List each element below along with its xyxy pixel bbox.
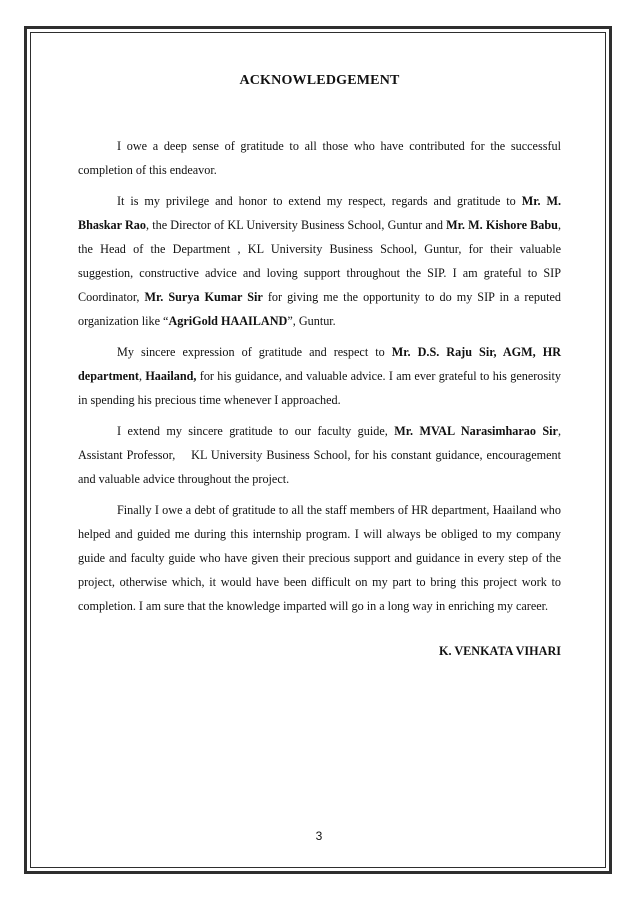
- paragraph-2-text: for giving me the opportunity to do my SIP in a reputed organization like “: [78, 290, 561, 328]
- paragraph-2-text: ”, Guntur.: [287, 314, 336, 328]
- organization-name: AgriGold HAAILAND: [168, 314, 288, 328]
- signature-name: K. VENKATA VIHARI: [438, 644, 561, 658]
- name-hod: Mr. M. Kishore Babu: [446, 218, 558, 232]
- name-agm: Mr. D.S. Raju Sir, AGM, HR department: [78, 345, 562, 383]
- page-content: [78, 73, 565, 658]
- paragraph-4-text: , Assistant Professor, KL University Business School, for his constant guidance, encouragement and valuable advice throughout the project.: [78, 424, 565, 486]
- paragraph-2: [78, 189, 561, 333]
- paragraph-4-text: I extend my sincere gratitude to our faculty guide,: [117, 424, 395, 438]
- paragraph-3-text: for his guidance, and valuable advice. I am ever grateful to his generosity in spending his precious time whenever I approached.: [78, 369, 562, 407]
- page-title: ACKNOWLEDGEMENT: [239, 73, 400, 88]
- paragraph-4: [78, 419, 565, 491]
- name-coordinator: Mr. Surya Kumar Sir: [144, 290, 263, 304]
- company-name: Haailand,: [145, 369, 197, 383]
- paragraph-3: [78, 340, 561, 412]
- paragraph-2-text: , the Head of the Department , KL University Business School, Guntur, for their valuable suggestion, constructive advice and loving support throughout the SIP. I am grateful to SIP Coordinator,: [78, 218, 561, 304]
- page-number: 3: [315, 829, 323, 843]
- paragraph-5: Finally I owe a debt of gratitude to all the staff members of HR department, Haailand who helped and guided me during this internship program. I will always be obliged to my company guide and faculty guide who have given their precious support and guidance in every step of the project, otherwise which, it would have been difficult on my part to bring this project work to completion. I am sure that the knowledge imparted will go in a long way in enriching my career.: [78, 503, 561, 613]
- paragraph-2-text: , the Director of KL University Business School, Guntur and: [145, 218, 447, 232]
- paragraph-1: I owe a deep sense of gratitude to all those who have contributed for the successful completion of this endeavor.: [78, 139, 561, 177]
- name-director: Mr. M. Bhaskar Rao: [78, 194, 561, 232]
- paragraph-2-text: It is my privilege and honor to extend my respect, regards and gratitude to: [117, 194, 522, 208]
- name-faculty-guide: Mr. MVAL Narasimharao Sir: [394, 424, 558, 438]
- paragraph-3-text: My sincere expression of gratitude and respect to: [117, 345, 392, 359]
- paragraph-3-text: ,: [138, 369, 146, 383]
